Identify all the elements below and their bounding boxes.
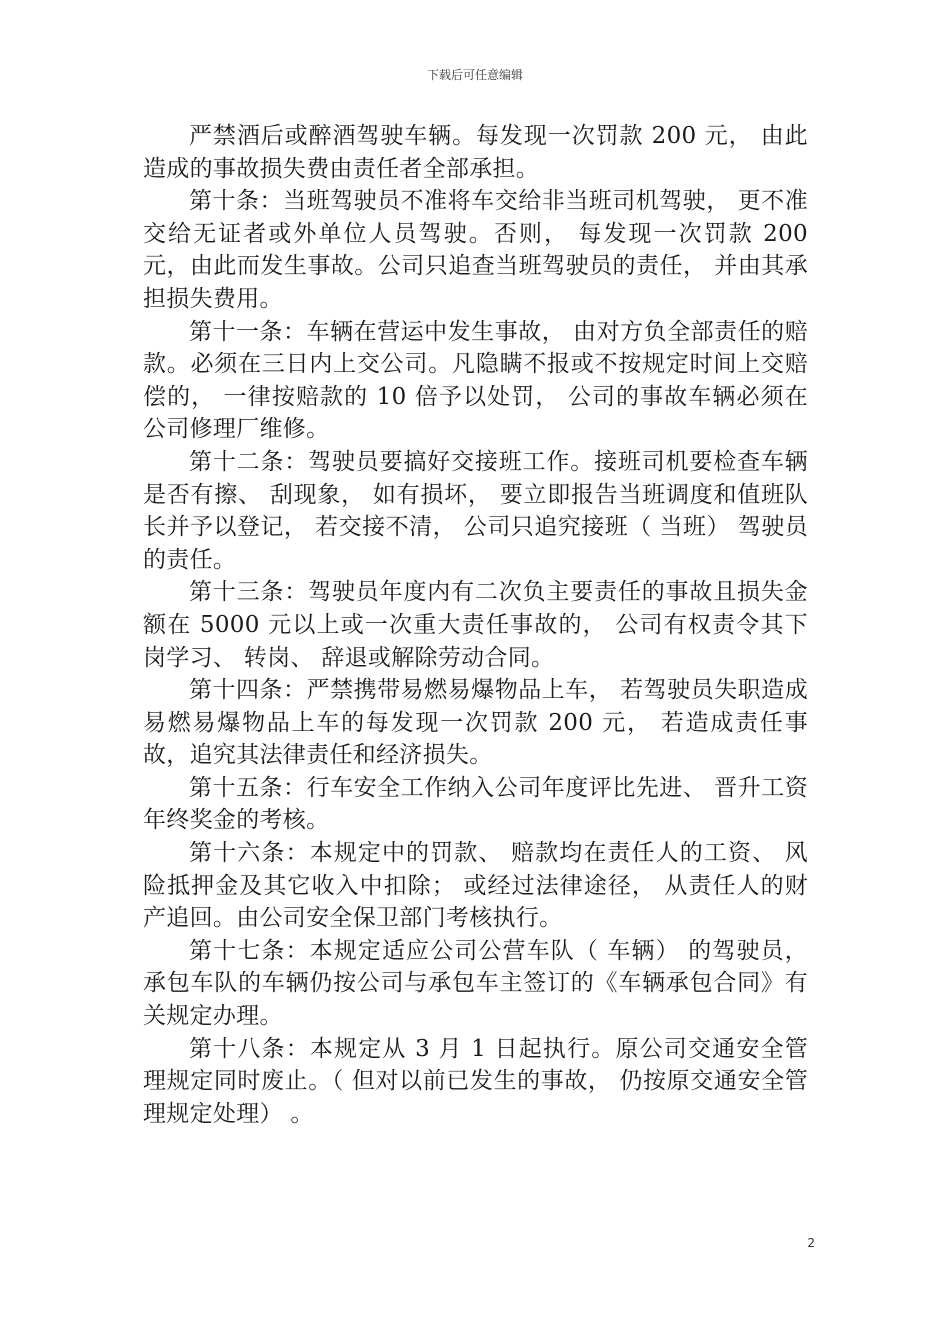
article-13: 第十三条：驾驶员年度内有二次负主要责任的事故且损失金额在 5000 元以上或一次重大责任事故的， 公司有权责令其下岗学习、 转岗、 辞退或解除劳动合同。 xyxy=(143,579,808,671)
page-header: 下载后可任意编辑 xyxy=(426,68,523,82)
paragraph-drunk-driving: 严禁酒后或醉酒驾驶车辆。每发现一次罚款 200 元， 由此造成的事故损失费由责任者全部承担。 xyxy=(143,123,808,182)
article-10: 第十条：当班驾驶员不准将车交给非当班司机驾驶， 更不准交给无证者或外单位人员驾驶。否则， 每发现一次罚款 200 元，由此而发生事故。公司只追查当班驾驶员的责任， 并由其承担损失费用。 xyxy=(143,188,808,312)
article-18: 第十八条：本规定从 3 月 1 日起执行。原公司交通安全管理规定同时废止。（ 但对以前已发生的事故， 仍按原交通安全管理规定处理） 。 xyxy=(143,1035,808,1127)
article-16: 第十六条：本规定中的罚款、 赔款均在责任人的工资、 风险抵押金及其它收入中扣除； 或经过法律途径， 从责任人的财产追回。由公司安全保卫部门考核执行。 xyxy=(143,840,808,932)
article-15: 第十五条：行车安全工作纳入公司年度评比先进、 晋升工资年终奖金的考核。 xyxy=(143,774,808,834)
page-number: 2 xyxy=(807,1236,815,1250)
article-12: 第十二条：驾驶员要搞好交接班工作。接班司机要检查车辆是否有擦、 刮现象， 如有损坏， 要立即报告当班调度和值班队长并予以登记， 若交接不清， 公司只追究接班（ 当班） 驾驶员的责任。 xyxy=(143,448,808,573)
article-17: 第十七条：本规定适应公司公营车队（ 车辆） 的驾驶员， 承包车队的车辆仍按公司与承包车主签订的《车辆承包合同》有关规定办理。 xyxy=(143,937,808,1030)
article-14: 第十四条：严禁携带易燃易爆物品上车， 若驾驶员失职造成易燃易爆物品上车的每发现一次罚款 200 元， 若造成责任事故，追究其法律责任和经济损失。 xyxy=(143,677,808,769)
article-11: 第十一条：车辆在营运中发生事故， 由对方负全部责任的赔款。必须在三日内上交公司。凡隐瞒不报或不按规定时间上交赔偿的， 一律按赔款的 10 倍予以处罚， 公司的事故车辆必须在公司修理厂维修。 xyxy=(143,318,808,443)
document-body xyxy=(143,120,808,1130)
